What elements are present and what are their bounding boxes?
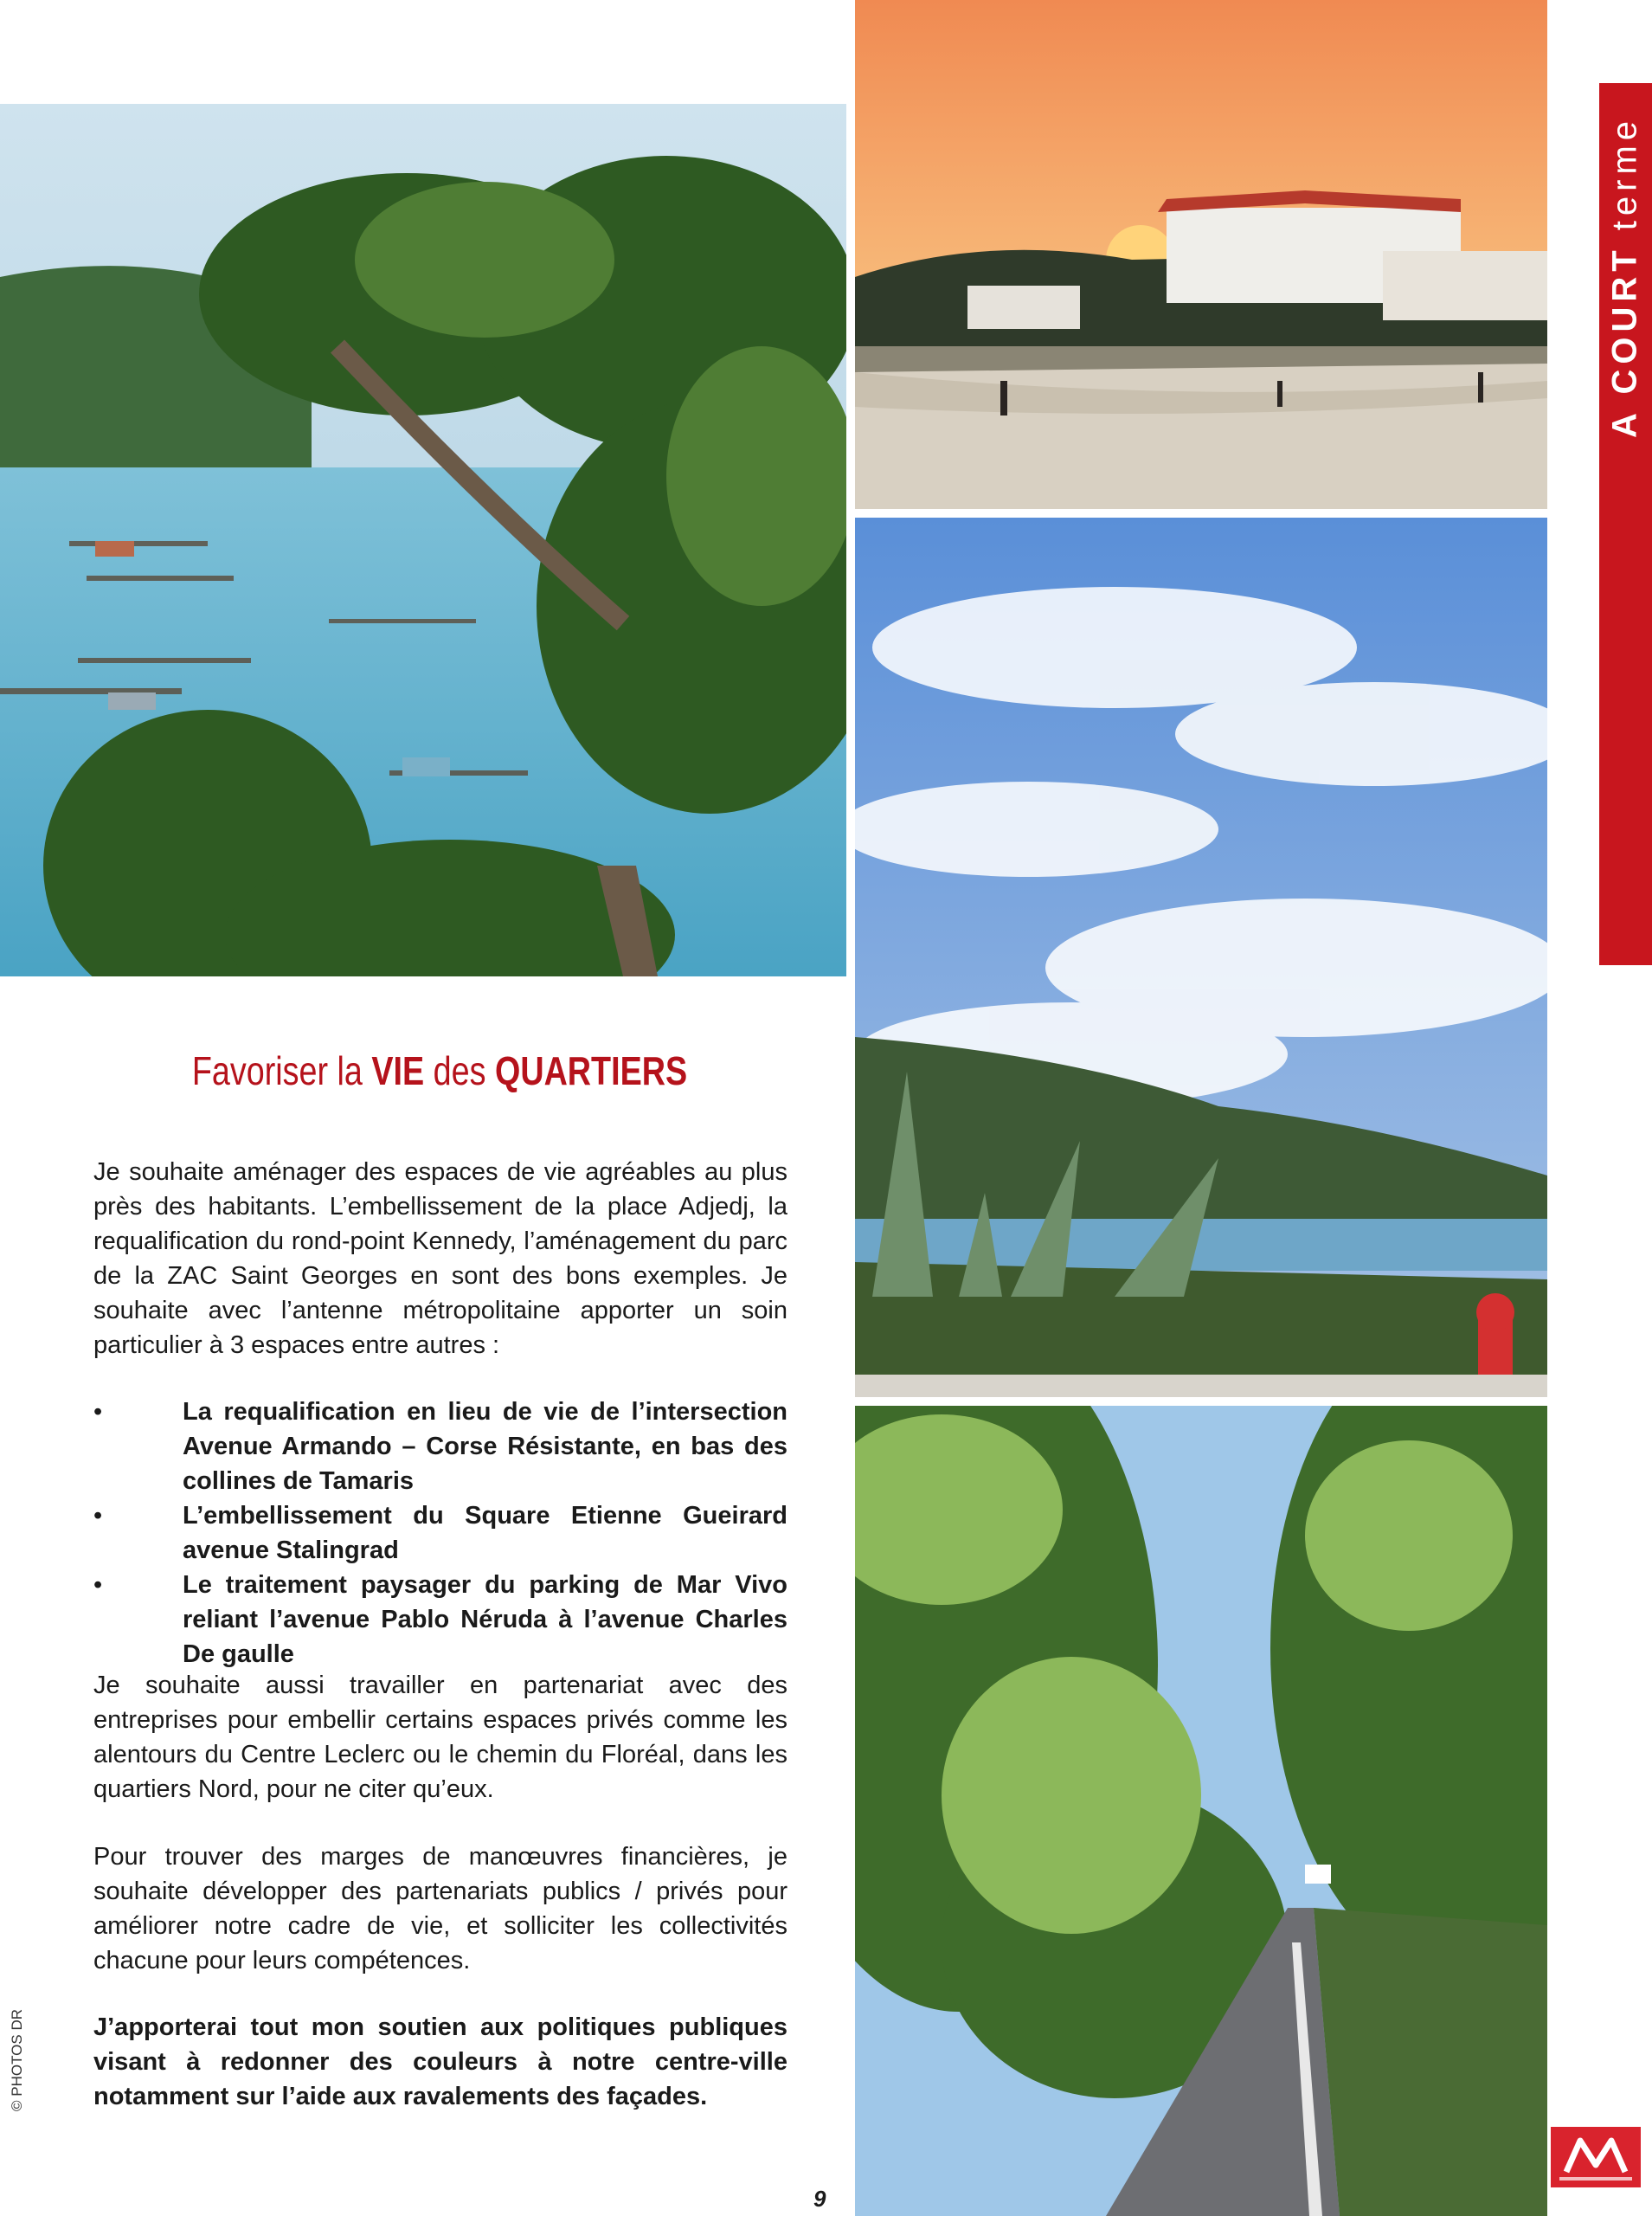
bullet-text: La requalification en lieu de vie de l’intersection Avenue Armando – Corse Résistante, en bas des collines de Tamaris xyxy=(183,1398,787,1495)
side-tab-label xyxy=(1606,116,1645,438)
title-part-3: des xyxy=(424,1048,495,1093)
list-item xyxy=(93,1395,787,1498)
side-tab-top-gap xyxy=(1582,0,1652,83)
partners-paragraph: Je souhaite aussi travailler en partenariat avec des entreprises pour embellir certains espaces privés comme les alentours du Centre Leclerc ou le chemin du Floréal, dans les quartiers Nord, pour ne citer qu’eux. xyxy=(93,1672,787,1803)
tree-lined-street-photo xyxy=(855,1406,1547,2216)
side-tab-label-rest: terme xyxy=(1605,115,1644,246)
sunset-beach-photo xyxy=(855,0,1547,509)
section-title xyxy=(156,1047,723,1094)
closing-paragraph: J’apporterai tout mon soutien aux politiques publiques visant à redonner des couleurs à notre centre-ville notamment sur l’aide aux ravalements des façades. xyxy=(93,2013,787,2110)
list-item xyxy=(93,1498,787,1568)
bullet-text: Le traitement paysager du parking de Mar Vivo reliant l’avenue Pablo Néruda à l’avenue Charles De gaulle xyxy=(183,1571,787,1668)
photo-credit: © PHOTOS DR xyxy=(9,2008,25,2112)
page-number: 9 xyxy=(813,2186,826,2212)
brand-logo xyxy=(1551,2127,1641,2187)
intro-paragraph: Je souhaite aménager des espaces de vie agréables au plus près des habitants. L’embellissement de la place Adjedj, la requalification du rond-point Kennedy, l’aménagement du parc de la ZAC Saint Georges en sont des bons exemples. Je souhaite avec l’antenne métropolitaine apporter un soin particulier à 3 espaces entre autres : xyxy=(93,1158,787,1359)
title-part-1: Favoriser la xyxy=(191,1048,372,1093)
list-item xyxy=(93,1568,787,1672)
coast-agave-photo xyxy=(855,518,1547,1397)
bullet-list xyxy=(93,1395,787,1672)
bullet-marker: • xyxy=(93,1398,103,1426)
bullet-marker: • xyxy=(93,1502,103,1530)
title-part-2: VIE xyxy=(371,1048,425,1093)
title-part-4: QUARTIERS xyxy=(494,1048,688,1093)
lagoon-photo xyxy=(0,104,846,976)
bullet-marker: • xyxy=(93,1571,103,1599)
side-tab-label-strong: A COURT xyxy=(1605,245,1644,439)
bullet-text: L’embellissement du Square Etienne Gueirard avenue Stalingrad xyxy=(183,1502,787,1564)
finance-paragraph: Pour trouver des marges de manœuvres financières, je souhaite développer des partenariats publics / privés pour améliorer notre cadre de vie, et solliciter les collectivités chacune pour leurs compétences. xyxy=(93,1843,787,1974)
